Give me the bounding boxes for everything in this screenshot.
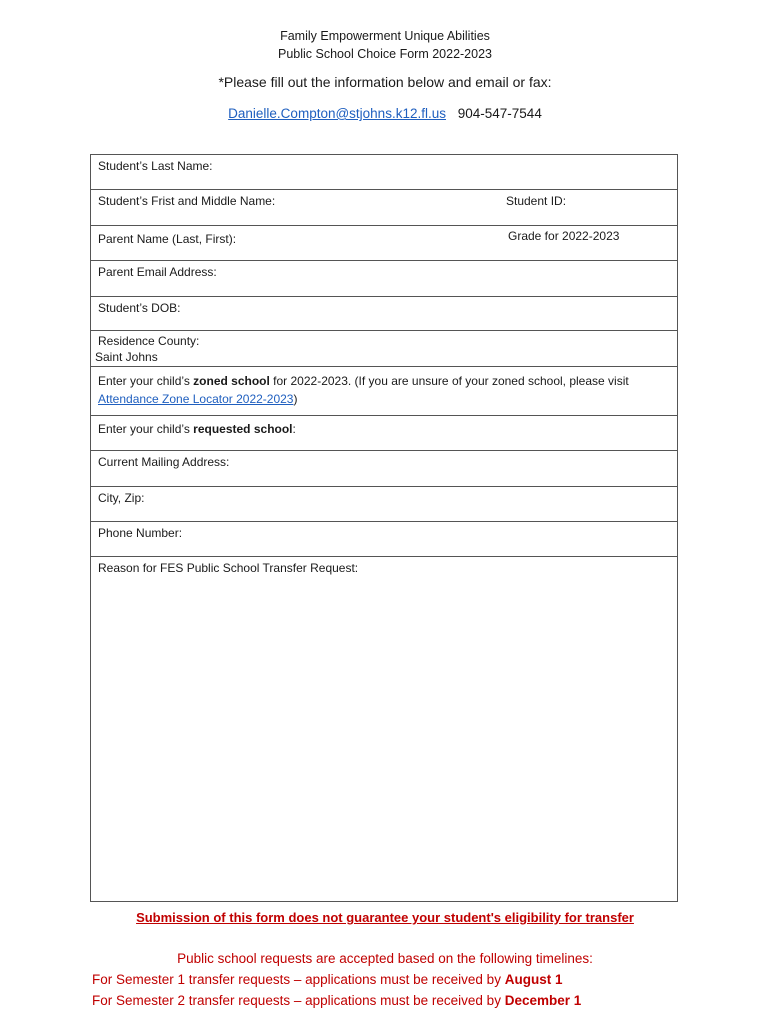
row-first-middle-name bbox=[91, 190, 677, 226]
row-city-zip[interactable] bbox=[91, 487, 677, 522]
semester-2-deadline bbox=[92, 993, 581, 1008]
form-title: Public School Choice Form 2022-2023 bbox=[277, 47, 492, 61]
parent-name-label: Parent Name (Last, First): bbox=[98, 232, 237, 246]
requested-text-post: : bbox=[292, 422, 296, 436]
email-link[interactable]: Danielle.Compton@stjohns.k12.fl.us bbox=[228, 106, 446, 121]
eligibility-notice: Submission of this form does not guarantee your student's eligibility for transfer bbox=[136, 910, 634, 925]
city-zip-label: City, Zip: bbox=[98, 491, 145, 505]
semester-1-date: August 1 bbox=[504, 972, 563, 987]
row-requested-school[interactable] bbox=[91, 416, 677, 451]
attendance-zone-link[interactable]: Attendance Zone Locator 2022-2023 bbox=[98, 392, 294, 406]
application-form bbox=[90, 154, 678, 902]
instruction-text: *Please fill out the information below and email or fax: bbox=[218, 74, 552, 90]
zoned-text-pre: Enter your child’s bbox=[98, 374, 194, 388]
requested-text-bold: requested school bbox=[193, 422, 293, 436]
zoned-text-close: ) bbox=[293, 392, 298, 406]
row-transfer-reason[interactable] bbox=[91, 557, 677, 901]
row-parent-name bbox=[91, 226, 677, 261]
row-residence-county[interactable] bbox=[91, 331, 677, 367]
row-phone[interactable] bbox=[91, 522, 677, 557]
requested-text-pre: Enter your child’s bbox=[98, 422, 194, 436]
student-id-label: Student ID: bbox=[506, 194, 567, 208]
parent-email-label: Parent Email Address: bbox=[98, 265, 217, 279]
semester-2-text: For Semester 2 transfer requests – applications must be received by bbox=[92, 993, 505, 1008]
row-zoned-school[interactable] bbox=[91, 367, 677, 416]
program-title: Family Empowerment Unique Abilities bbox=[280, 29, 490, 43]
transfer-reason-label: Reason for FES Public School Transfer Request: bbox=[98, 561, 359, 575]
row-dob[interactable] bbox=[91, 297, 677, 331]
phone-label: Phone Number: bbox=[98, 526, 183, 540]
requested-school-label bbox=[98, 420, 668, 438]
zoned-text-bold: zoned school bbox=[193, 374, 270, 388]
zoned-school-instruction bbox=[98, 372, 668, 408]
row-parent-email[interactable] bbox=[91, 261, 677, 297]
row-last-name[interactable] bbox=[91, 155, 677, 190]
row-mailing-address[interactable] bbox=[91, 451, 677, 487]
first-middle-name-label: Student’s Frist and Middle Name: bbox=[98, 194, 276, 208]
fax-number: 904-547-7544 bbox=[457, 106, 542, 121]
dob-label: Student’s DOB: bbox=[98, 301, 181, 315]
county-value[interactable]: Saint Johns bbox=[95, 350, 158, 364]
grade-label: Grade for 2022-2023 bbox=[508, 229, 620, 243]
form-header bbox=[0, 27, 770, 63]
semester-1-deadline bbox=[92, 972, 562, 987]
county-label: Residence County: bbox=[98, 334, 200, 348]
semester-1-text: For Semester 1 transfer requests – applications must be received by bbox=[92, 972, 505, 987]
last-name-label: Student’s Last Name: bbox=[98, 159, 213, 173]
timeline-title: Public school requests are accepted based on the following timelines: bbox=[177, 951, 593, 966]
mailing-address-label: Current Mailing Address: bbox=[98, 455, 230, 469]
zoned-text-post: for 2022-2023. (If you are unsure of your zoned school, please visit bbox=[269, 374, 629, 388]
semester-2-date: December 1 bbox=[504, 993, 582, 1008]
contact-line bbox=[0, 106, 770, 121]
